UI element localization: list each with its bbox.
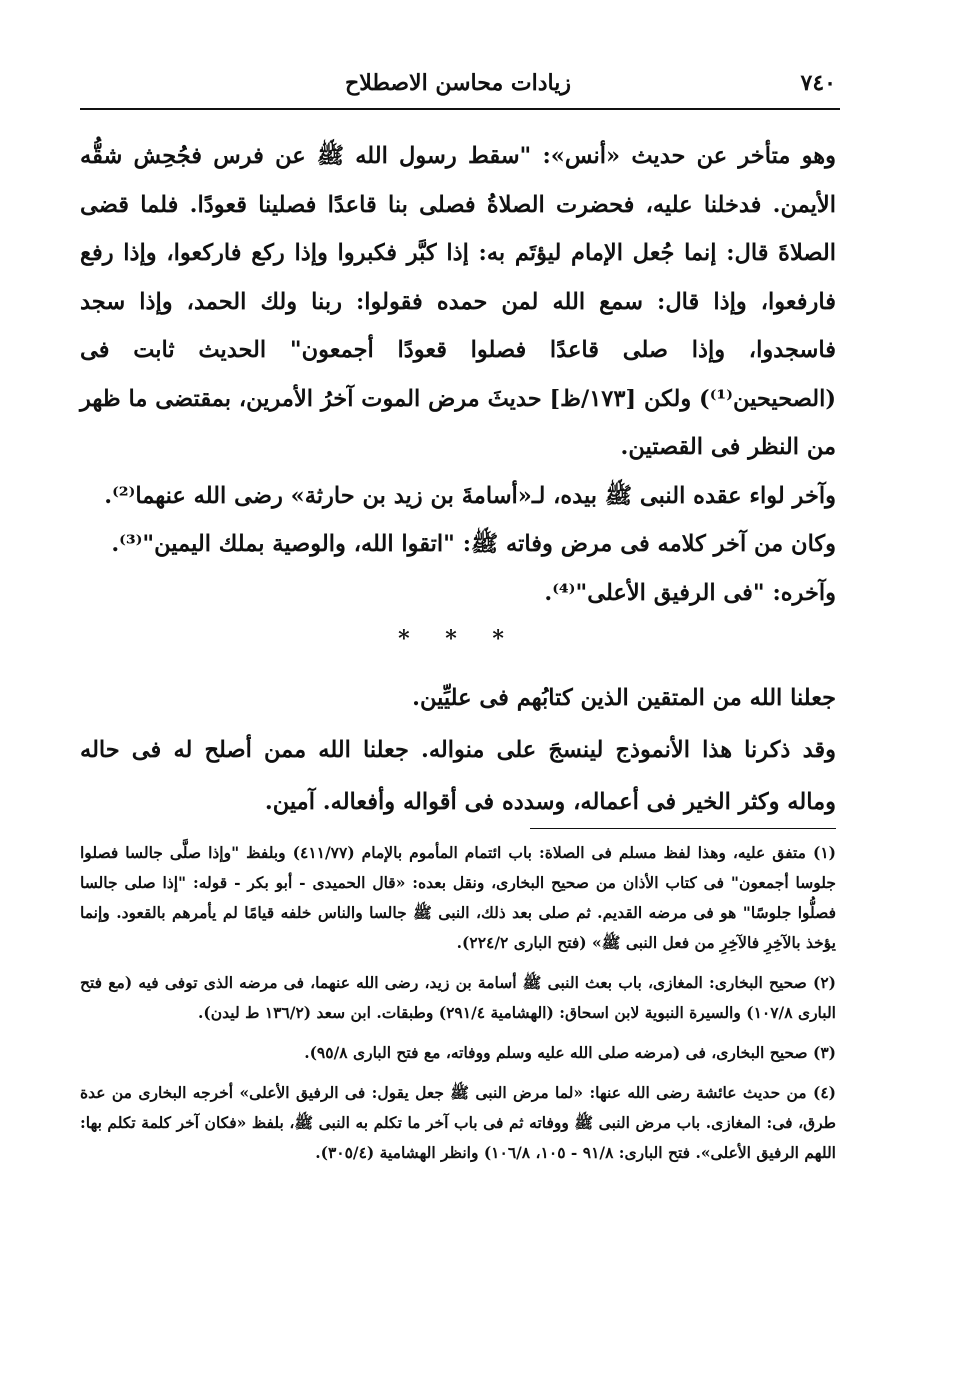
footnote: (٢) صحيح البخارى: المغازى، باب بعث النبى ﷺ أسامة بن زيد، رضى الله عنهما، فى مرضه الذى توفى فيه (مع فتح البارى ١٠٧/٨) والسيرة النبوية لابن اسحاق: (الهشامية ٢٩١/٤) وطبقات. ابن سعد (١٣٦/٢ ط ليدن). — [80, 973, 836, 1022]
paragraph: وكان من آخر كلامه فى مرض وفاته ﷺ: "اتقوا الله، والوصية بملك اليمين"⁽³⁾. — [111, 531, 836, 557]
footnote: (٣) صحيح البخارى، فى (مرضه صلى الله عليه وسلم ووفاته، مع فتح البارى ٩٥/٨). — [304, 1043, 836, 1062]
footnote-rule — [530, 828, 836, 829]
closing-paragraph: جعلنا الله من المتقين الذين كتابُهم فى عليِّين. — [412, 685, 836, 711]
header-rule — [80, 108, 840, 110]
section-separator: * * * — [398, 626, 518, 652]
closing-paragraph: وقد ذكرنا هذا الأنموذج لينسجَ على منواله. جعلنا الله ممن أصلح له فى حاله وماله وكثر الخير فى أعماله، وسدده فى أقواله وأفعاله. آمين. — [80, 737, 836, 815]
running-title: زيادات محاسن الاصطلاح — [345, 70, 571, 96]
footnote: (١) متفق عليه، وهذا لفظ مسلم فى الصلاة: باب ائتمام المأموم بالإمام (٤١١/٧٧) وبلفظ "وإذا صلَّى جالسا فصلوا جلوسا أجمعون" فى كتاب الأذان من صحيح البخارى، ونقل بعده: «قال الحميدى - أبو بكر - قوله: "إذا صلى جالسا فصلُّوا جلوسًا" هو فى مرضه القديم. ثم صلى بعد ذلك، النبى ﷺ جالسا والناس خلفه قيامًا لم يأمرهم بالقعود. وإنما يؤخذ بالآخِرِ فالآخِرِ من فعل النبى ﷺ» (فتح البارى ٢٢٤/٢). — [80, 843, 836, 952]
paragraph: وآخر لواء عقده النبى ﷺ بيده، لـ«أسامةَ بن زيد بن حارثة» رضى الله عنهما⁽²⁾. — [104, 482, 836, 509]
closing-text — [80, 672, 836, 828]
footnote: (٤) من حديث عائشة رضى الله عنها: «لما مرض النبى ﷺ جعل يقول: فى الرفيق الأعلى» أخرجه البخارى من عدة طرق، فى: المغازى. باب مرض النبى ﷺ ووفاته ثم فى باب آخر ما تكلم به النبى ﷺ، بلفظ «فكان آخر كلمة تكلم بها: اللهم الرفيق الأعلى». فتح البارى: ٩١/٨ - ١٠٥، ١٠٦/٨) وانظر الهشامية (٣٠٥/٤). — [80, 1083, 836, 1162]
page-number: ٧٤٠ — [800, 70, 836, 96]
footnotes — [80, 838, 836, 1168]
page-header — [80, 66, 836, 106]
paragraph: وهو متأخر عن حديث «أنس»: "سقط رسول الله ﷺ عن فرس فجُحِش شقُّه الأيمن. فدخلنا عليه، فحضرت الصلاةُ فصلى بنا قاعدًا فصلينا قعودًا. فلما قضى الصلاةَ قال: إنما جُعل الإمام ليؤتَم به: إذا كبَّر فكبروا وإذا ركع فاركعوا، وإذا رفع فارفعوا، وإذا قال: سمع الله لمن حمده فقولوا: ربنا ولك الحمد، وإذا سجد فاسجدوا، وإذا صلى قاعدًا فصلوا قعودًا أجمعون" الحديث ثابت فى (الصحيحين⁽¹⁾) ولكن [١٧٣/ظ] حديثَ مرض الموت آخرُ الأمرين، بمقتضى ما ظهر من النظر فى القصتين. — [80, 143, 837, 460]
paragraph: وآخره: "فى الرفيق الأعلى"⁽⁴⁾. — [544, 579, 836, 606]
main-text — [80, 132, 836, 617]
